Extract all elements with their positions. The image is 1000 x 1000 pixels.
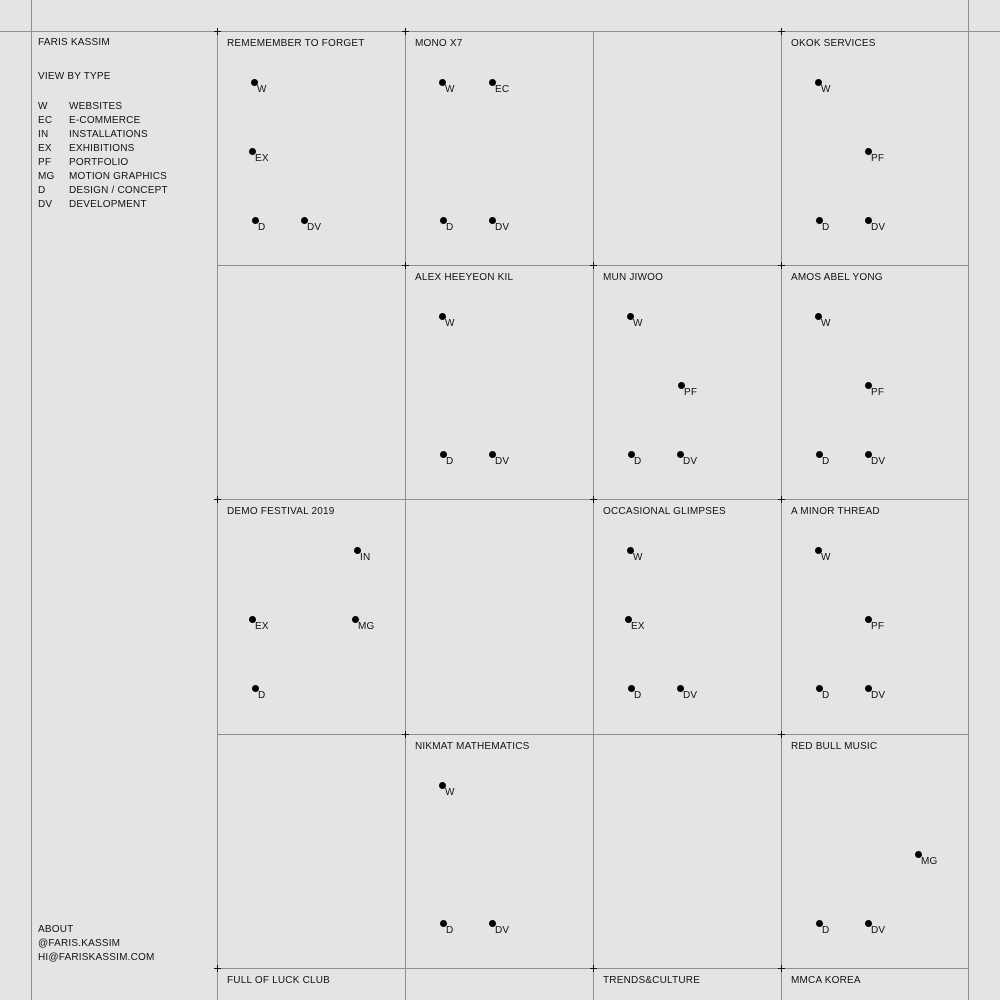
project-title: AMOS ABEL YONG — [791, 272, 883, 283]
project-card[interactable] — [406, 266, 593, 500]
project-title: REMEMEMBER TO FORGET — [227, 38, 365, 49]
project-tag — [815, 313, 855, 329]
project-tag — [677, 685, 717, 701]
tag-code: MG — [358, 621, 375, 632]
project-card[interactable] — [406, 32, 593, 266]
tag-code: EX — [255, 153, 269, 164]
project-tag — [489, 217, 529, 233]
tag-code: W — [821, 318, 831, 329]
project-title: NIKMAT MATHEMATICS — [415, 741, 530, 752]
tag-code: DV — [871, 456, 886, 467]
tag-code: D — [258, 690, 266, 701]
tag-code: W — [633, 552, 643, 563]
type-code: PF — [38, 157, 52, 168]
type-filter-installations[interactable] — [38, 128, 168, 142]
project-tag — [489, 451, 529, 467]
tag-code: PF — [684, 387, 698, 398]
tag-code: PF — [871, 153, 885, 164]
tag-code: PF — [871, 387, 885, 398]
project-title: FULL OF LUCK CLUB — [227, 975, 331, 986]
tag-code: MG — [921, 856, 938, 867]
type-label: INSTALLATIONS — [69, 129, 148, 140]
type-code: W — [38, 101, 48, 112]
project-card[interactable] — [782, 735, 969, 969]
tag-code: DV — [871, 690, 886, 701]
project-card[interactable] — [594, 500, 781, 734]
tag-code: D — [446, 456, 454, 467]
project-tag — [440, 217, 480, 233]
project-title: OKOK SERVICES — [791, 38, 876, 49]
type-filter-motion-graphics[interactable] — [38, 170, 168, 184]
project-tag — [440, 451, 480, 467]
project-card[interactable] — [218, 500, 405, 734]
tag-code: D — [822, 456, 830, 467]
project-title: A MINOR THREAD — [791, 506, 880, 517]
project-tag — [816, 217, 856, 233]
project-card[interactable] — [218, 32, 405, 266]
tag-code: W — [445, 318, 455, 329]
project-title: OCCASIONAL GLIMPSES — [603, 506, 726, 517]
view-by-type-heading: VIEW BY TYPE — [38, 71, 111, 82]
project-tag — [354, 547, 394, 563]
tag-code: EX — [631, 621, 645, 632]
type-filter-development[interactable] — [38, 198, 168, 212]
project-tag — [489, 920, 529, 936]
tag-code: D — [822, 925, 830, 936]
type-filter-exhibitions[interactable] — [38, 142, 168, 156]
tag-code: DV — [307, 222, 322, 233]
project-tag — [627, 313, 667, 329]
tag-code: D — [446, 222, 454, 233]
project-tag — [439, 79, 479, 95]
type-filter-websites[interactable] — [38, 100, 168, 114]
type-code: IN — [38, 129, 49, 140]
tag-code: D — [634, 690, 642, 701]
project-tag — [628, 451, 668, 467]
project-tag — [865, 685, 905, 701]
type-filter-e-commerce[interactable] — [38, 114, 168, 128]
project-card[interactable] — [782, 32, 969, 266]
tag-code: D — [822, 690, 830, 701]
tag-code: PF — [871, 621, 885, 632]
tag-code: IN — [360, 552, 371, 563]
project-tag — [252, 685, 292, 701]
footer-links — [38, 923, 155, 965]
sidebar — [31, 31, 217, 1000]
project-card[interactable] — [406, 735, 593, 969]
project-card[interactable] — [594, 266, 781, 500]
project-tag — [625, 616, 665, 632]
tag-code: DV — [871, 925, 886, 936]
tag-code: DV — [683, 690, 698, 701]
about-link[interactable]: ABOUT — [38, 924, 74, 935]
type-code: EX — [38, 143, 52, 154]
type-code: MG — [38, 171, 55, 182]
project-title: RED BULL MUSIC — [791, 741, 878, 752]
tag-code: DV — [495, 925, 510, 936]
project-card[interactable] — [782, 266, 969, 500]
tag-code: DV — [495, 456, 510, 467]
tag-code: D — [258, 222, 266, 233]
type-filter-list — [38, 100, 168, 212]
project-card[interactable] — [782, 969, 969, 1000]
project-tag — [249, 148, 289, 164]
tag-code: W — [633, 318, 643, 329]
tag-code: D — [822, 222, 830, 233]
instagram-link[interactable]: @FARIS.KASSIM — [38, 938, 121, 949]
tag-code: EC — [495, 84, 510, 95]
type-code: DV — [38, 199, 53, 210]
project-tag — [865, 382, 905, 398]
project-card[interactable] — [594, 969, 781, 1000]
project-tag — [815, 547, 855, 563]
tag-code: EX — [255, 621, 269, 632]
tag-code: D — [634, 456, 642, 467]
project-tag — [251, 79, 291, 95]
project-tag — [249, 616, 289, 632]
email-link[interactable]: HI@FARISKASSIM.COM — [38, 952, 155, 963]
project-card[interactable] — [782, 500, 969, 734]
project-tag — [439, 313, 479, 329]
project-title: MMCA KOREA — [791, 975, 861, 986]
site-title[interactable]: FARIS KASSIM — [38, 37, 110, 48]
type-filter-design-concept[interactable] — [38, 184, 168, 198]
tag-code: W — [821, 84, 831, 95]
project-tag — [865, 217, 905, 233]
project-card[interactable] — [218, 969, 405, 1000]
tag-code: W — [257, 84, 267, 95]
tag-code: DV — [871, 222, 886, 233]
tag-code: D — [446, 925, 454, 936]
project-tag — [628, 685, 668, 701]
project-tag — [352, 616, 392, 632]
tag-code: W — [821, 552, 831, 563]
project-title: MUN JIWOO — [603, 272, 664, 283]
project-tag — [439, 782, 479, 798]
project-tag — [301, 217, 341, 233]
project-tag — [252, 217, 292, 233]
project-tag — [865, 616, 905, 632]
type-label: DESIGN / CONCEPT — [69, 185, 168, 196]
project-title: TRENDS&CULTURE — [603, 975, 701, 986]
type-filter-portfolio[interactable] — [38, 156, 168, 170]
project-tag — [865, 451, 905, 467]
type-label: PORTFOLIO — [69, 157, 129, 168]
project-tag — [440, 920, 480, 936]
project-tag — [677, 451, 717, 467]
type-code: EC — [38, 115, 53, 126]
tag-code: W — [445, 84, 455, 95]
project-title: MONO X7 — [415, 38, 463, 49]
project-tag — [816, 685, 856, 701]
tag-code: DV — [495, 222, 510, 233]
type-label: MOTION GRAPHICS — [69, 171, 168, 182]
type-label: DEVELOPMENT — [69, 199, 147, 210]
project-tag — [489, 79, 529, 95]
project-tag — [915, 851, 955, 867]
project-tag — [627, 547, 667, 563]
project-tag — [865, 148, 905, 164]
tag-code: W — [445, 787, 455, 798]
project-tag — [815, 79, 855, 95]
project-title: ALEX HEEYEON KIL — [415, 272, 514, 283]
type-label: E-COMMERCE — [69, 115, 141, 126]
tag-code: DV — [683, 456, 698, 467]
type-code: D — [38, 185, 46, 196]
type-label: WEBSITES — [69, 101, 123, 112]
project-tag — [678, 382, 718, 398]
project-title: DEMO FESTIVAL 2019 — [227, 506, 335, 517]
project-tag — [816, 920, 856, 936]
project-tag — [865, 920, 905, 936]
project-tag — [816, 451, 856, 467]
type-label: EXHIBITIONS — [69, 143, 135, 154]
